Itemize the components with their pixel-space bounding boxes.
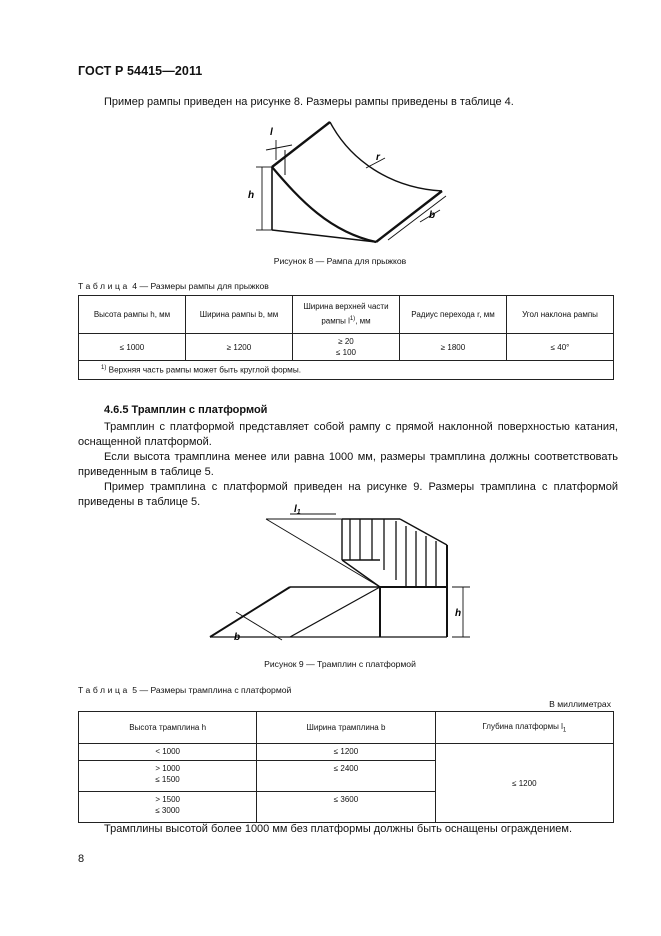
fig8-label-l: l	[270, 127, 273, 138]
cell-width: ≥ 1200	[186, 334, 293, 361]
closing-paragraph: Трамплины высотой более 1000 мм без платформы должны быть оснащены ограждением.	[104, 823, 573, 835]
table-header-row	[79, 296, 614, 334]
cell-height: ≤ 1000	[79, 334, 186, 361]
cell-width: ≤ 2400	[257, 761, 435, 792]
ramp-back-curve	[330, 122, 442, 191]
table-5	[78, 711, 614, 823]
col-header-width: Ширина трамплина b	[257, 712, 435, 744]
document-header: ГОСТ Р 54415—2011	[78, 64, 203, 78]
section-body	[78, 420, 618, 510]
table-4	[78, 295, 614, 380]
page-number: 8	[78, 853, 85, 865]
figure-8-caption: Рисунок 8 — Рампа для прыжков	[273, 256, 407, 266]
table-4-title: Таблица 4 — Размеры рампы для прыжков	[78, 281, 269, 291]
table-row	[79, 744, 614, 761]
col-header-angle: Угол наклона рампы	[507, 296, 614, 334]
cell-radius: ≥ 1800	[400, 334, 507, 361]
col-header-radius: Радиус перехода r, мм	[400, 296, 507, 334]
col-header-height: Высота трамплина h	[79, 712, 257, 744]
ramp-bottom-front-edge	[272, 230, 376, 242]
fig8-label-h: h	[248, 190, 255, 201]
cell-width: ≤ 1200	[257, 744, 435, 761]
figure-9-caption: Рисунок 9 — Трамплин с платформой	[264, 659, 416, 669]
table-header-row	[79, 712, 614, 744]
ramp-top-edge	[272, 122, 330, 167]
col-header-width: Ширина рампы b, мм	[186, 296, 293, 334]
fig8-label-r: r	[376, 152, 380, 163]
col-header-depth: Глубина платформы $l_1$	[435, 712, 613, 744]
fig9-label-b: b	[234, 632, 241, 643]
cell-angle: ≤ 40°	[507, 334, 614, 361]
table-footnote-row	[79, 361, 614, 380]
section-title: 4.6.5 Трамплин с платформой	[104, 404, 268, 416]
col-header-height: Высота рампы h, мм	[79, 296, 186, 334]
cell-width: ≤ 3600	[257, 792, 435, 823]
table-footnote: $^{1)}$ Верхняя часть рампы может быть круглой формы.	[79, 361, 614, 380]
ramp-bottom-edge	[376, 191, 442, 242]
table-row	[79, 334, 614, 361]
fig8-label-b: b	[429, 210, 436, 221]
fig9-label-l1: $l_1$	[294, 504, 301, 516]
fig9-label-h: h	[455, 608, 462, 619]
cell-height: > 1500 ≤ 3000	[79, 792, 257, 823]
col-header-top-width: Ширина верхней части рампы $l^{1)}$, мм	[293, 296, 400, 334]
cell-height: > 1000 ≤ 1500	[79, 761, 257, 792]
intro-paragraph: Пример рампы приведен на рисунке 8. Размеры рампы приведены в таблице 4.	[104, 96, 514, 108]
table-5-title: Таблица 5 — Размеры трамплина с платформой	[78, 685, 292, 695]
paragraph-3: Пример трамплина с платформой приведен на рисунке 9. Размеры трамплина с платформой приведены в таблице 5.	[78, 481, 618, 508]
paragraph-2: Если высота трамплина менее или равна 1000 мм, размеры трамплина должны соответствовать приведенным в таблице 5.	[78, 451, 618, 478]
paragraph-1: Трамплин с платформой представляет собой рампу с прямой наклонной поверхностью катания, оснащенной платформой.	[78, 421, 618, 448]
ramp-front-curve	[272, 167, 376, 242]
units-label: В миллиметрах	[549, 699, 611, 709]
cell-depth: ≤ 1200	[435, 744, 613, 823]
cell-top-width: ≥ 20 ≤ 100	[293, 334, 400, 361]
cell-height: < 1000	[79, 744, 257, 761]
